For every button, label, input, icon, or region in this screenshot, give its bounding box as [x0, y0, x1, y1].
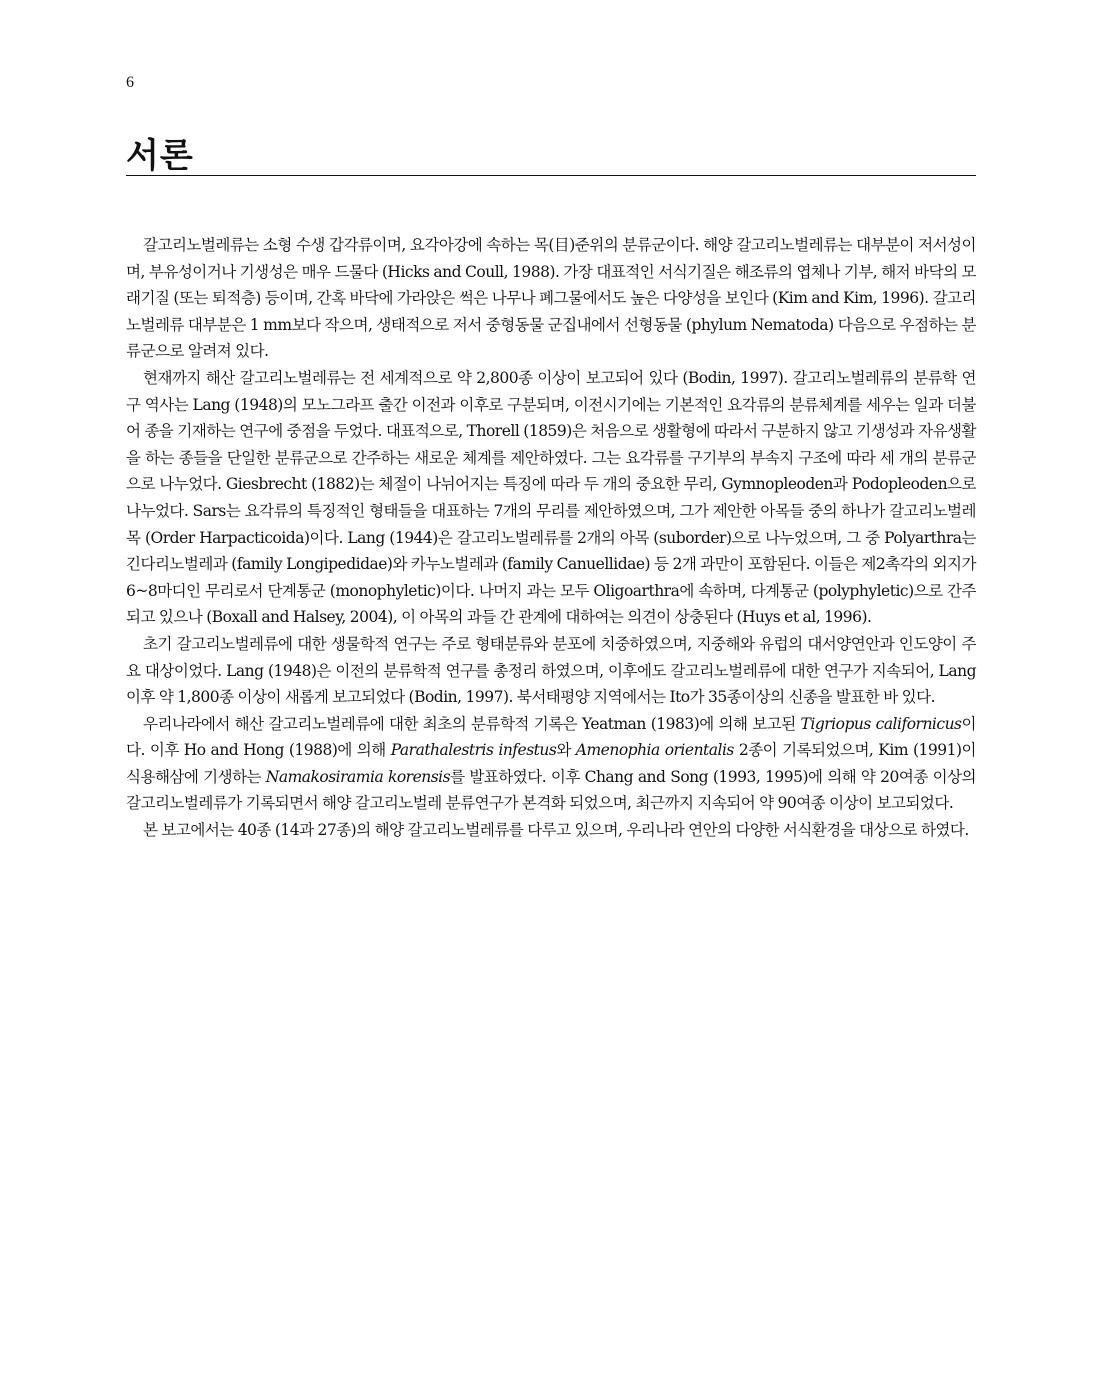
species-name: Parathalestris infestus [390, 741, 557, 760]
chapter-title: 서론 [126, 136, 194, 176]
paragraph-5: 본 보고에서는 40종 (14과 27종)의 해양 갈고리노벌레류를 다루고 있으며, 우리나라 연안의 다양한 서식환경을 대상으로 하였다. [143, 821, 969, 840]
title-rule [126, 175, 976, 176]
text-run: 를 발표하였다. 이후 Chang and Song (1993, 1995)에 의해 약 20여종 이상의 갈고리노벌레류가 기록되면서 해양 갈고리노벌레 분류연구가 본격화 되었으며, 최근까지 지속되어 약 90여종 이상이 보고되었다. [126, 767, 976, 813]
body-text [126, 232, 976, 844]
text-run: 와 [556, 741, 576, 760]
text-run: 이다. 이후 Ho and Hong (1988)에 의해 [126, 714, 976, 760]
species-name: Namakosiramia korensis [265, 767, 451, 786]
text-run: 2종이 기록되었으며, Kim (1991)이 식용해삼에 기생하는 [126, 741, 977, 786]
page-number: 6 [126, 74, 134, 91]
paragraph-1: 갈고리노벌레류는 소형 수생 갑각류이며, 요각아강에 속하는 목(目)준위의 분류군이다. 해양 갈고리노벌레류는 대부분이 저서성이며, 부유성이거나 기생성은 매우 드물다 (Hicks and Coull, 1988). 가장 대표적인 서식기질은 해조류의 엽체나 기부, 해저 바닥의 모래기질 (또는 퇴적층) 등이며, 간혹 바닥에 가라앉은 썩은 나무나 폐그물에서도 높은 다양성을 보인다 (Kim and Kim, 1996). 갈고리노벌레류 대부분은 1 mm보다 작으며, 생태적으로 저서 중형동물 군집내에서 선형동물 (phylum Nematoda) 다음으로 우점하는 분류군으로 알려져 있다. [126, 236, 976, 361]
paragraph-2: 현재까지 해산 갈고리노벌레류는 전 세계적으로 약 2,800종 이상이 보고되어 있다 (Bodin, 1997). 갈고리노벌레류의 분류학 연구 역사는 Lang (1948)의 모노그라프 출간 이전과 이후로 구분되며, 이전시기에는 기본적인 요각류의 분류체계를 세우는 일과 더불어 종을 기재하는 연구에 중점을 두었다. 대표적으로, Thorell (1859)은 처음으로 생활형에 따라서 구분하지 않고 기생성과 자유생활을 하는 종들을 단일한 분류군으로 간주하는 새로운 체계를 제안하였다. 그는 요각류를 구기부의 부속지 구조에 따라 세 개의 분류군으로 나누었다. Giesbrecht (1882)는 체절이 나뉘어지는 특징에 따라 두 개의 중요한 무리, Gymnopleoden과 Podopleoden으로 나누었다. Sars는 요각류의 특징적인 형태들을 대표하는 7개의 무리를 제안하였으며, 그가 제안한 아목들 중의 하나가 갈고리노벌레목 (Order Harpacticoida)이다. Lang (1944)은 갈고리노벌레류를 2개의 아목 (suborder)으로 나누었으며, 그 중 Polyarthra는 긴다리노벌레과 (family Longipedidae)와 카누노벌레과 (family Canuellidae) 등 2개 과만이 포함된다. 이들은 제2촉각의 외지가 6~8마디인 무리로서 단계통군 (monophyletic)이다. 나머지 과는 모두 Oligoarthra에 속하며, 다계통군 (polyphyletic)으로 간주되고 있으나 (Boxall and Halsey, 2004), 이 아목의 과들 간 관계에 대하여는 의견이 상충된다 (Huys et al, 1996). [126, 368, 976, 627]
paragraph-4 [126, 711, 976, 817]
species-name: Tigriopus californicus [800, 714, 962, 733]
paragraph-3: 초기 갈고리노벌레류에 대한 생물학적 연구는 주로 형태분류와 분포에 치중하였으며, 지중해와 유럽의 대서양연안과 인도양이 주요 대상이었다. Lang (1948)은 이전의 분류학적 연구를 총정리 하였으며, 이후에도 갈고리노벌레류에 대한 연구가 지속되어, Lang 이후 약 1,800종 이상이 새롭게 보고되었다 (Bodin, 1997). 북서태평양 지역에서는 Ito가 35종이상의 신종을 발표한 바 있다. [126, 634, 976, 707]
text-run: 우리나라에서 해산 갈고리노벌레류에 대한 최초의 분류학적 기록은 Yeatman (1983)에 의해 보고된 [143, 714, 801, 733]
species-name: Amenophia orientalis [575, 741, 734, 760]
